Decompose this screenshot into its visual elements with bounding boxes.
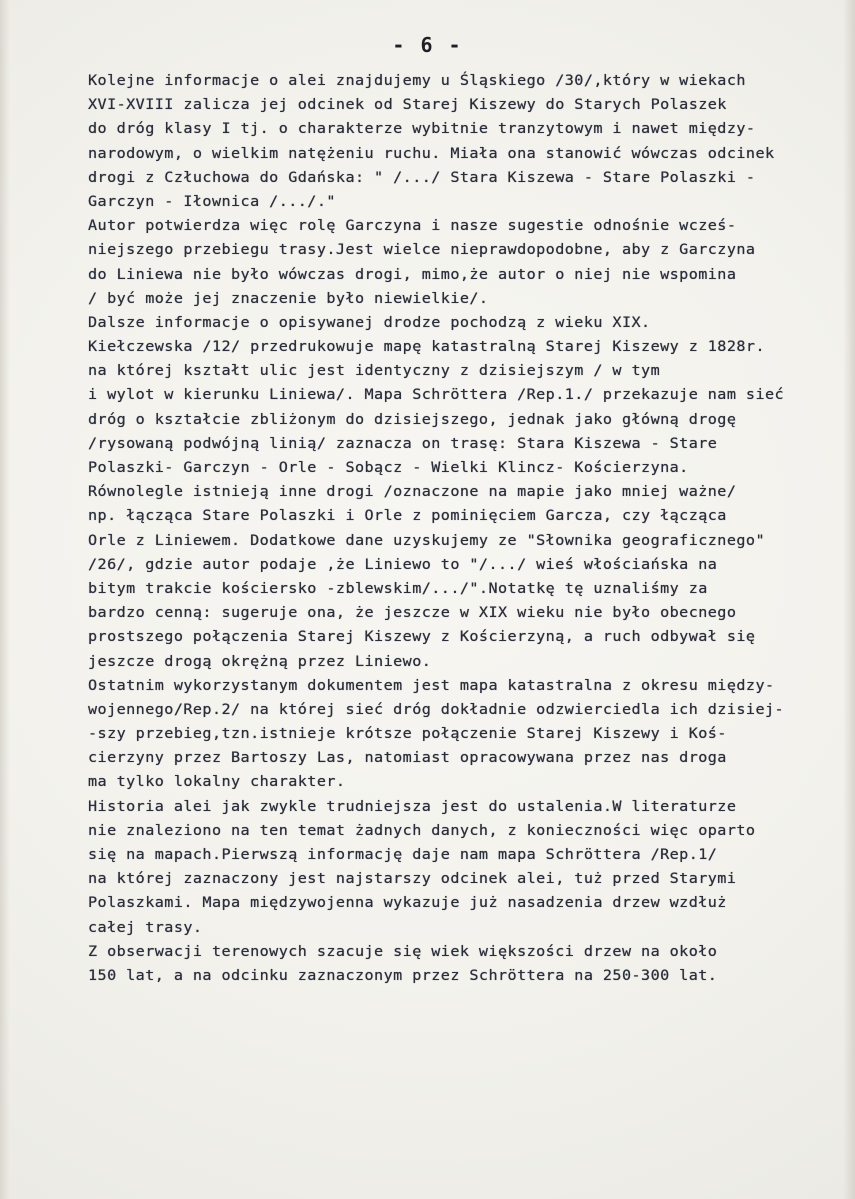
page-number: - 6 - xyxy=(392,33,463,57)
text-line: Polaszkami. Mapa międzywojenna wykazuje już nasadzenia drzew wzdłuż xyxy=(88,895,727,912)
text-line: / być może jej znaczenie było niewielkie/. xyxy=(88,290,489,307)
text-line: Historia alei jak zwykle trudniejsza jest do ustalenia.W literaturze xyxy=(88,798,737,815)
text-line: wojennego/Rep.2/ na której sieć dróg dokładnie odzwierciedla ich dzisiej- xyxy=(88,701,785,718)
text-line: i wylot w kierunku Liniewa/. Mapa Schröttera /Rep.1./ przekazuje nam sieć xyxy=(88,387,785,404)
text-line: bitym trakcie kościersko -zblewskim/.../".Notatkę tę uznaliśmy za xyxy=(88,580,708,597)
text-line: 150 lat, a na odcinku zaznaczonym przez Schröttera na 250-300 lat. xyxy=(88,967,718,984)
text-line: jeszcze drogą okrężną przez Liniewo. xyxy=(88,653,432,670)
text-line: całej trasy. xyxy=(88,919,203,936)
text-line: Autor potwierdza więc rolę Garczyna i nasze sugestie odnośnie wcześ- xyxy=(88,218,737,235)
text-line: XVI-XVIII zalicza jej odcinek od Starej Kiszewy do Starych Polaszek xyxy=(88,97,727,114)
text-line: na której kształt ulic jest identyczny z dzisiejszym / w tym xyxy=(88,363,661,380)
text-line: drogi z Człuchowa do Gdańska: " /.../ Stara Kiszewa - Stare Polaszki - xyxy=(88,169,756,186)
text-line: Ostatnim wykorzystanym dokumentem jest mapa katastralna z okresu między- xyxy=(88,677,775,694)
text-line: Kolejne informacje o alei znajdujemy u Śląskiego /30/,który w wiekach xyxy=(88,73,746,89)
text-line: Orle z Liniewem. Dodatkowe dane uzyskujemy ze "Słownika geograficznego" xyxy=(88,532,765,549)
text-line: nie znaleziono na ten temat żadnych danych, z konieczności więc oparto xyxy=(88,822,756,839)
text-line: na której zaznaczony jest najstarszy odcinek alei, tuż przed Starymi xyxy=(88,871,737,888)
text-line: niejszego przebiegu trasy.Jest wielce nieprawdopodobne, aby z Garczyna xyxy=(88,242,756,259)
text-line: Równolegle istnieją inne drogi /oznaczone na mapie jako mniej ważne/ xyxy=(88,484,737,501)
text-line: do dróg klasy I tj. o charakterze wybitnie tranzytowym i nawet między- xyxy=(88,121,756,138)
text-line: -szy przebieg,tzn.istnieje krótsze połączenie Starej Kiszewy i Koś- xyxy=(88,726,727,743)
text-line: Kiełczewska /12/ przedrukowuje mapę katastralną Starej Kiszewy z 1828r. xyxy=(88,339,765,356)
text-line: narodowym, o wielkim natężeniu ruchu. Miała ona stanowić wówczas odcinek xyxy=(88,145,775,162)
text-line: dróg o kształcie zbliżonym do dzisiejszego, jednak jako główną drogę xyxy=(88,411,737,428)
text-line: ma tylko lokalny charakter. xyxy=(88,774,346,791)
text-line: cierzyny przez Bartoszy Las, natomiast opracowywana przez nas droga xyxy=(88,750,727,767)
text-line: Dalsze informacje o opisywanej drodze pochodzą z wieku XIX. xyxy=(88,314,651,331)
text-line: np. łącząca Stare Polaszki i Orle z pominięciem Garcza, czy łącząca xyxy=(88,508,727,525)
text-line: bardzo cenną: sugeruje ona, że jeszcze w XIX wieku nie było obecnego xyxy=(88,605,737,622)
text-line: /26/, gdzie autor podaje ,że Liniewo to "/.../ wieś włościańska na xyxy=(88,556,718,573)
text-line: Garczyn - Iłownica /.../." xyxy=(88,193,336,210)
text-line: prostszego połączenia Starej Kiszewy z Kościerzyną, a ruch odbywał się xyxy=(88,629,756,646)
text-line: Z obserwacji terenowych szacuje się wiek większości drzew na około xyxy=(88,943,718,960)
paper-edge-left xyxy=(0,0,10,1199)
typewritten-body xyxy=(88,69,823,988)
text-line: Polaszki- Garczyn - Orle - Sobącz - Wielki Klincz- Kościerzyna. xyxy=(88,460,689,476)
text-line: /rysowaną podwójną linią/ zaznacza on trasę: Stara Kiszewa - Stare xyxy=(88,435,718,452)
text-line: do Liniewa nie było wówczas drogi, mimo,że autor o niej nie wspomina xyxy=(88,266,737,283)
text-line: się na mapach.Pierwszą informację daje nam mapa Schröttera /Rep.1/ xyxy=(88,847,718,863)
